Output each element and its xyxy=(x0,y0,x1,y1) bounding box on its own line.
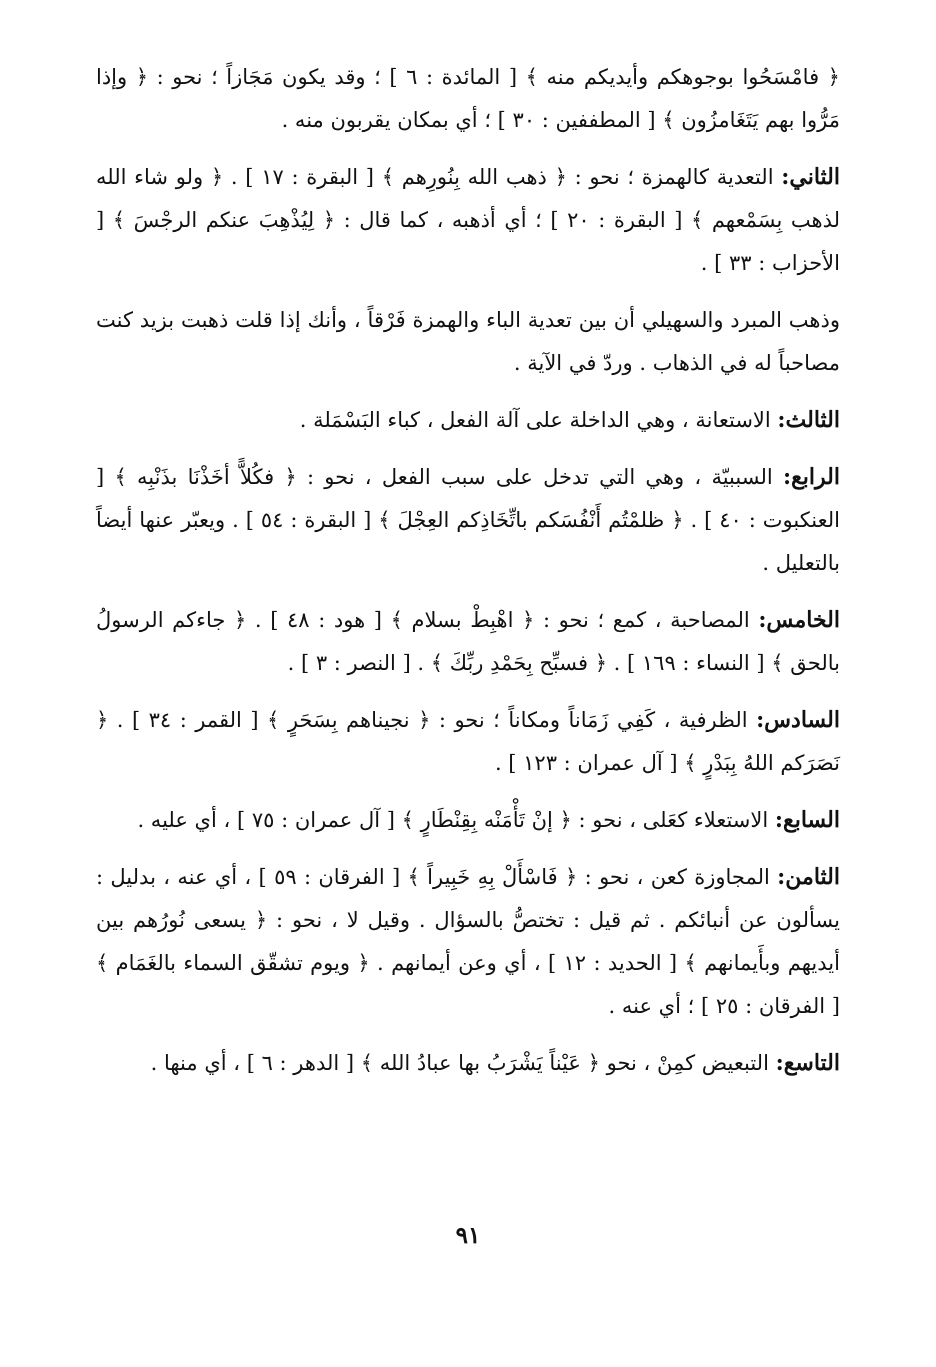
paragraph-text: السببيّة ، وهي التي تدخل على سبب الفعل ، نحو : ﴿ فكُلاًّ أخَذْنَا بذَنْبِه ﴾ [ العنكبوت : ٤٠ ] . ﴿ ظلمْتُم أَنْفُسَكم باتِّخَاذِكم العِجْلَ ﴾ [ البقرة : ٥٤ ] . ويعبّر عنها أيضاً بالتعليل . xyxy=(96,465,840,575)
paragraph-heading: الرابع: xyxy=(782,464,840,490)
paragraph-text: الاستعانة ، وهي الداخلة على آلة الفعل ، كباء البَسْمَلة . xyxy=(299,408,778,432)
paragraph-text: وذهب المبرد والسهيلي أن بين تعدية الباء والهمزة فَرْقاً ، وأنك إذا قلت ذهبت بزيد كنت مصاحباً له في الذهاب . وردّ في الآية . xyxy=(96,308,840,375)
paragraph-heading: الثاني: xyxy=(781,164,840,190)
paragraph-heading: الخامس: xyxy=(758,607,840,633)
paragraph-mubarrad-note xyxy=(96,299,840,385)
paragraph-continuation xyxy=(96,56,840,142)
paragraph-sixth-meaning xyxy=(96,699,840,785)
paragraph-text: التبعيض كمِنْ ، نحو ﴿ عَيْناً يَشْرَبُ بها عبادُ الله ﴾ [ الدهر : ٦ ] ، أي منها . xyxy=(150,1051,776,1075)
page-number: ٩١ xyxy=(455,1222,481,1249)
paragraph-ninth-meaning xyxy=(96,1042,840,1085)
paragraph-text: ﴿ فامْسَحُوا بوجوهكم وأيديكم منه ﴾ [ المائدة : ٦ ] ؛ وقد يكون مَجَازاً ؛ نحو : ﴿ وإذا مَرُّوا بهم يَتَغَامزُون ﴾ [ المطففين : ٣٠ ] ؛ أي بمكان يقربون منه . xyxy=(96,65,840,132)
paragraph-text: المجاوزة كعن ، نحو : ﴿ فَاسْأَلْ بِهِ خَبِيراً ﴾ [ الفرقان : ٥٩ ] ، أي عنه ، بدليل : يسألون عن أنبائكم . ثم قيل : تختصُّ بالسؤال . وقيل لا ، نحو : ﴿ يسعى نُورُهم بين أيديهم وبأَيمانهم ﴾ [ الحديد : ١٢ ] ، أي وعن أيمانهم . ﴿ ويوم تشقّق السماء بالغَمَام ﴾ [ الفرقان : ٢٥ ] ؛ أي عنه . xyxy=(96,865,840,1018)
paragraph-fifth-meaning xyxy=(96,599,840,685)
paragraph-heading: الثالث: xyxy=(777,407,840,433)
paragraph-heading: الثامن: xyxy=(777,864,840,890)
paragraph-third-meaning xyxy=(96,399,840,442)
paragraph-seventh-meaning xyxy=(96,799,840,842)
paragraph-heading: التاسع: xyxy=(775,1050,840,1076)
paragraph-text: المصاحبة ، كمع ؛ نحو : ﴿ اهْبِطْ بسلام ﴾ [ هود : ٤٨ ] . ﴿ جاءكم الرسولُ بالحق ﴾ [ النساء : ١٦٩ ] . ﴿ فسبِّح بِحَمْدِ ربِّكَ ﴾ . [ النصر : ٣ ] . xyxy=(96,608,840,675)
paragraph-text: الظرفية ، كَفِي زَمَاناً ومكاناً ؛ نحو : ﴿ نجيناهم بِسَحَرٍ ﴾ [ القمر : ٣٤ ] . ﴿ نَصَرَكم اللهُ بِبَدْرٍ ﴾ [ آل عمران : ١٢٣ ] . xyxy=(96,708,840,775)
paragraph-heading: السادس: xyxy=(756,707,840,733)
paragraph-text: الاستعلاء كعَلى ، نحو : ﴿ إنْ تَأْمَنْه بِقِنْطَارٍ ﴾ [ آل عمران : ٧٥ ] ، أي عليه . xyxy=(137,808,775,832)
paragraph-text: التعدية كالهمزة ؛ نحو : ﴿ ذهب الله بِنُورِهم ﴾ [ البقرة : ١٧ ] . ﴿ ولو شاء الله لذهب بِسَمْعهم ﴾ [ البقرة : ٢٠ ] ؛ أي أذهبه ، كما قال : ﴿ لِيُذْهِبَ عنكم الرجْسَ ﴾ [ الأحزاب : ٣٣ ] . xyxy=(96,165,840,275)
paragraph-second-meaning xyxy=(96,156,840,285)
paragraph-heading: السابع: xyxy=(774,807,840,833)
paragraph-fourth-meaning xyxy=(96,456,840,585)
paragraph-eighth-meaning xyxy=(96,856,840,1028)
